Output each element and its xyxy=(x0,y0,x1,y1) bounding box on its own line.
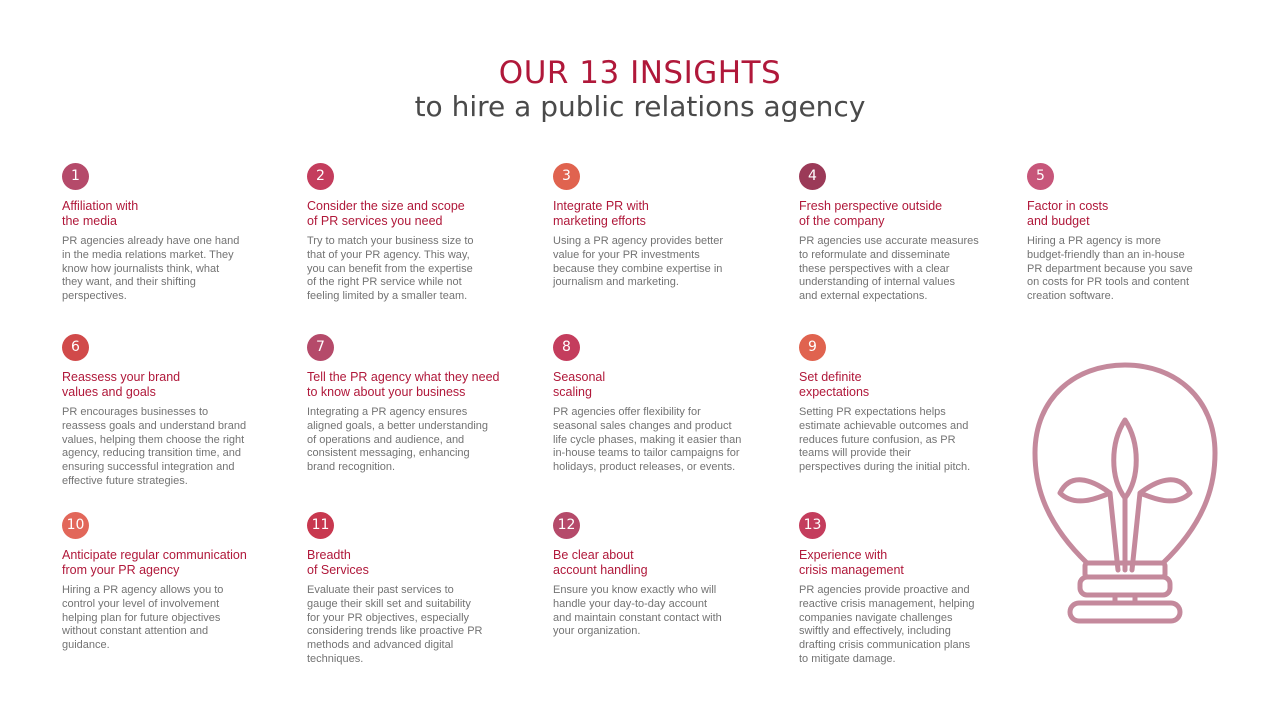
insight-title: Set definite expectations xyxy=(799,370,870,399)
insight-card xyxy=(62,512,272,653)
insight-description: Hiring a PR agency allows you to control your level of involvement helping plan for future objectives without constant attention and guidance. xyxy=(62,584,224,652)
insight-card xyxy=(1027,163,1237,304)
insight-card xyxy=(307,163,517,304)
insight-description: Ensure you know exactly who will handle your day-to-day account and maintain constant contact with your organization. xyxy=(553,584,722,638)
number-badge: 8 xyxy=(553,334,580,361)
insight-title: Breadth of Services xyxy=(307,548,369,577)
insight-title: Integrate PR with marketing efforts xyxy=(553,199,649,228)
insight-description: Setting PR expectations helps estimate achievable outcomes and reduces future confusion, as PR teams will provide their perspectives during the initial pitch. xyxy=(799,406,971,474)
insight-title: Be clear about account handling xyxy=(553,548,648,577)
insight-title: Factor in costs and budget xyxy=(1027,199,1109,228)
insight-title: Consider the size and scope of PR services you need xyxy=(307,199,465,228)
lightbulb-icon xyxy=(1030,358,1220,648)
page-heading xyxy=(0,54,1280,124)
insight-description: Integrating a PR agency ensures aligned goals, a better understanding of operations and audience, and consistent messaging, enhancing brand recognition. xyxy=(307,406,489,474)
insight-card xyxy=(799,163,1009,304)
insight-description: PR agencies already have one hand in the media relations market. They know how journalists think, what they want, and their shifting perspectives. xyxy=(62,235,240,303)
insight-title: Fresh perspective outside of the company xyxy=(799,199,943,228)
number-badge: 2 xyxy=(307,163,334,190)
insight-title: Tell the PR agency what they need to know about your business xyxy=(307,370,500,399)
insight-card xyxy=(799,512,1009,667)
insight-description: Using a PR agency provides better value for your PR investments because they combine expertise in journalism and marketing. xyxy=(553,235,723,289)
number-badge: 3 xyxy=(553,163,580,190)
insight-title: Reassess your brand values and goals xyxy=(62,370,181,399)
number-badge: 6 xyxy=(62,334,89,361)
insight-description: PR agencies use accurate measures to reformulate and disseminate these perspectives with a clear understanding of internal values and external expectations. xyxy=(799,235,979,303)
insight-card xyxy=(799,334,1009,475)
insight-card xyxy=(62,334,272,489)
insight-title: Anticipate regular communication from your PR agency xyxy=(62,548,247,577)
insight-description: PR encourages businesses to reassess goals and understand brand values, helping them choose the right agency, reducing transition time, and ensuring successful integration and effective future strategies. xyxy=(62,406,247,487)
insight-card xyxy=(307,334,517,475)
insight-description: Try to match your business size to that of your PR agency. This way, you can benefit from the expertise of the right PR service while not feeling limited by a smaller team. xyxy=(307,235,474,303)
number-badge: 4 xyxy=(799,163,826,190)
number-badge: 1 xyxy=(62,163,89,190)
insight-description: Hiring a PR agency is more budget-friendly than an in-house PR department because you save on costs for PR tools and content creation software. xyxy=(1027,235,1193,303)
insight-description: Evaluate their past services to gauge their skill set and suitability for your PR objectives, especially considering trends like proactive PR methods and advanced digital techniques. xyxy=(307,584,483,665)
page-subtitle: to hire a public relations agency xyxy=(414,90,866,123)
number-badge: 9 xyxy=(799,334,826,361)
insight-card xyxy=(553,163,763,290)
insight-card xyxy=(62,163,272,304)
insight-description: PR agencies offer flexibility for seasonal sales changes and product life cycle phases, making it easier than in-house teams to tailor campaigns for holidays, product releases, or events. xyxy=(553,406,742,474)
number-badge: 13 xyxy=(799,512,826,539)
insight-title: Affiliation with the media xyxy=(62,199,139,228)
number-badge: 7 xyxy=(307,334,334,361)
insight-title: Experience with crisis management xyxy=(799,548,904,577)
insight-title: Seasonal scaling xyxy=(553,370,606,399)
page-title: OUR 13 INSIGHTS xyxy=(498,55,782,91)
insight-description: PR agencies provide proactive and reactive crisis management, helping companies navigate challenges swiftly and effectively, including drafting crisis communication plans to mitigate damage. xyxy=(799,584,975,665)
insight-card xyxy=(553,334,763,475)
number-badge: 12 xyxy=(553,512,580,539)
insight-card xyxy=(553,512,763,639)
number-badge: 5 xyxy=(1027,163,1054,190)
insight-card xyxy=(307,512,517,667)
number-badge: 10 xyxy=(62,512,89,539)
number-badge: 11 xyxy=(307,512,334,539)
